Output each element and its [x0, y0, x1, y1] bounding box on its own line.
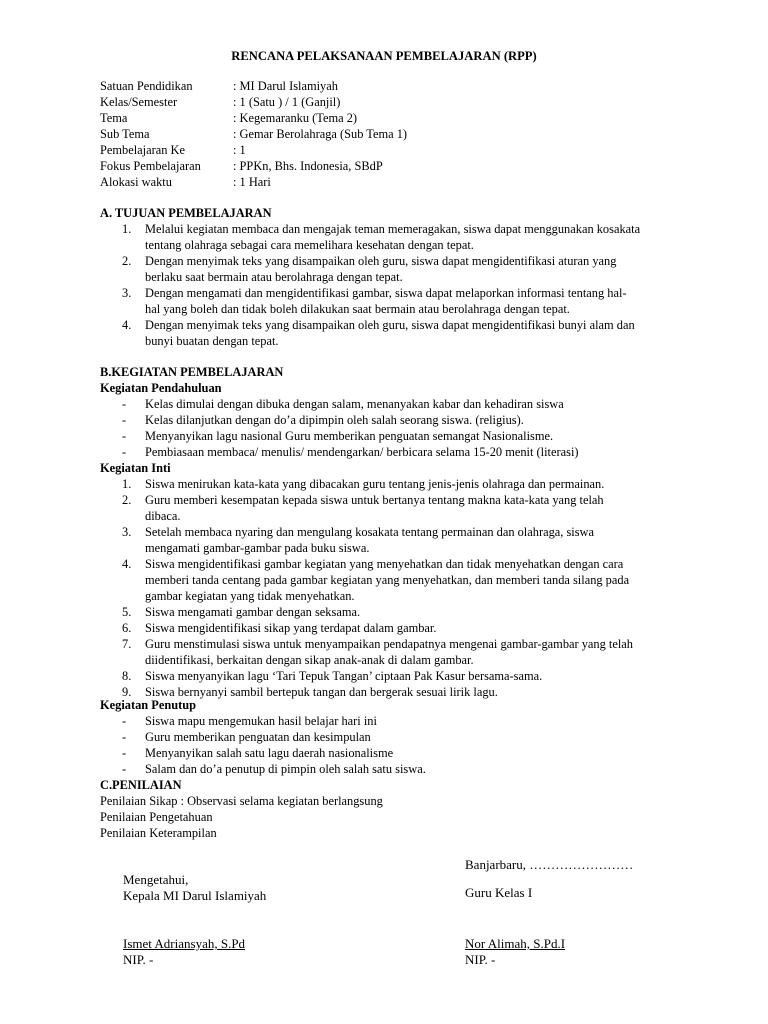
inti-list — [100, 476, 700, 700]
list-item — [100, 285, 700, 317]
list-item — [100, 317, 700, 349]
identity-key: Fokus Pembelajaran — [100, 159, 201, 173]
inti-heading: Kegiatan Inti — [100, 461, 171, 475]
list-item — [100, 761, 700, 777]
mengetahui-label: Mengetahui, — [123, 872, 189, 887]
list-item — [100, 668, 700, 684]
item-text — [145, 317, 700, 349]
item-number: 4. — [122, 318, 132, 332]
identity-row — [100, 126, 407, 142]
pendahuluan-heading: Kegiatan Pendahuluan — [100, 381, 222, 395]
item-number: 5. — [122, 605, 132, 619]
bullet-dash: - — [122, 413, 127, 427]
list-item — [100, 253, 700, 285]
bullet-dash: - — [122, 397, 127, 411]
identity-value: : MI Darul Islamiyah — [233, 79, 338, 93]
item-line: Setelah membaca nyaring dan mengulang kosakata tentang permainan dan olahraga, siswa — [145, 525, 594, 539]
identity-key: Alokasi waktu — [100, 175, 172, 189]
document-title: RENCANA PELAKSANAAN PEMBELAJARAN (RPP) — [231, 49, 537, 63]
penilaian-lines — [100, 793, 383, 841]
item-text: Salam dan do’a penutup di pimpin oleh salah satu siswa. — [145, 762, 426, 776]
list-item — [100, 221, 700, 253]
item-text — [145, 253, 700, 285]
item-number: 3. — [122, 525, 132, 539]
tujuan-list — [100, 221, 700, 349]
section-a-heading: A. TUJUAN PEMBELAJARAN — [100, 206, 272, 220]
item-number: 6. — [122, 621, 132, 635]
item-line: Siswa menirukan kata-kata yang dibacakan guru tentang jenis-jenis olahraga dan permainan. — [145, 477, 605, 491]
penilaian-line: Penilaian Pengetahuan — [100, 810, 213, 824]
identity-row — [100, 78, 407, 94]
list-item — [100, 729, 700, 745]
item-line: Dengan mengamati dan mengidentifikasi gambar, siswa dapat melaporkan informasi tentang hal- — [145, 286, 627, 300]
identity-key: Kelas/Semester — [100, 95, 178, 109]
penutup-list — [100, 713, 700, 777]
item-text: Menyanyikan lagu nasional Guru memberikan penguatan semangat Nasionalisme. — [145, 429, 554, 443]
bullet-dash: - — [122, 746, 127, 760]
item-line: berlaku saat bermain atau berolahraga dengan tepat. — [145, 270, 403, 284]
item-line: Siswa mengidentifikasi gambar kegiatan yang menyehatkan dan tidak menyehatkan dengan cara — [145, 557, 624, 571]
section-b-heading: B.KEGIATAN PEMBELAJARAN — [100, 365, 284, 379]
identity-value: : Gemar Berolahraga (Sub Tema 1) — [233, 127, 408, 141]
item-text: Pembiasaan membaca/ menulis/ mendengarkan/ berbicara selama 15-20 menit (literasi) — [145, 445, 579, 459]
item-line: bunyi buatan dengan tepat. — [145, 334, 279, 348]
identity-value: : Kegemaranku (Tema 2) — [233, 111, 358, 125]
signature-left — [123, 872, 266, 968]
item-line: Dengan menyimak teks yang disampaikan oleh guru, siswa dapat mengidentifikasi bunyi alam dan — [145, 318, 635, 332]
item-line: Siswa mengidentifikasi sikap yang terdapat dalam gambar. — [145, 621, 437, 635]
item-text — [145, 556, 700, 604]
list-item — [100, 713, 700, 729]
item-line: mengamati gambar-gambar pada buku siswa. — [145, 541, 370, 555]
item-line: Melalui kegiatan membaca dan mengajak teman memeragakan, siswa dapat menggunakan kosakata — [145, 222, 641, 236]
bullet-dash: - — [122, 714, 127, 728]
bullet-dash: - — [122, 445, 127, 459]
headmaster-name: Ismet Adriansyah, S.Pd — [123, 936, 246, 951]
item-line: Dengan menyimak teks yang disampaikan oleh guru, siswa dapat mengidentifikasi aturan yang — [145, 254, 617, 268]
item-text — [145, 285, 700, 317]
teacher-role: Guru Kelas I — [465, 885, 533, 900]
item-line: dibaca. — [145, 509, 181, 523]
item-line: hal yang boleh dan tidak boleh dilakukan saat bermain atau berolahraga dengan tepat. — [145, 302, 570, 316]
list-item — [100, 396, 700, 412]
item-line: gambar kegiatan yang tidak menyehatkan. — [145, 589, 355, 603]
list-item — [100, 524, 700, 556]
item-number: 1. — [122, 222, 132, 236]
item-text — [145, 620, 700, 636]
identity-row — [100, 94, 407, 110]
item-number: 2. — [122, 493, 132, 507]
list-item — [100, 476, 700, 492]
item-text: Kelas dilanjutkan dengan do’a dipimpin oleh salah seorang siswa. (religius). — [145, 413, 524, 427]
identity-row — [100, 110, 407, 126]
item-line: Guru memberi kesempatan kepada siswa untuk bertanya tentang makna kata-kata yang telah — [145, 493, 604, 507]
list-item — [100, 444, 700, 460]
teacher-nip: NIP. - — [465, 952, 496, 967]
identity-row — [100, 142, 407, 158]
item-line: memberi tanda centang pada gambar kegiatan yang menyehatkan, dan memberi tanda silang pada — [145, 573, 630, 587]
item-text — [145, 636, 700, 668]
item-number: 1. — [122, 477, 132, 491]
signature-space — [465, 901, 633, 936]
penilaian-line: Penilaian Sikap : Observasi selama kegiatan berlangsung — [100, 794, 383, 808]
bullet-dash: - — [122, 429, 127, 443]
item-line: Siswa menyanyikan lagu ‘Tari Tepuk Tangan’ ciptaan Pak Kasur bersama-sama. — [145, 669, 543, 683]
identity-value: : 1 (Satu ) / 1 (Ganjil) — [233, 95, 341, 109]
item-line: diidentifikasi, berkaitan dengan sikap anak-anak di dalam gambar. — [145, 653, 474, 667]
section-c-heading: C.PENILAIAN — [100, 778, 182, 792]
headmaster-nip: NIP. - — [123, 952, 154, 967]
item-text — [145, 492, 700, 524]
bullet-dash: - — [122, 762, 127, 776]
list-item — [100, 745, 700, 761]
item-text: Menyanyikan salah satu lagu daerah nasionalisme — [145, 746, 394, 760]
identity-key: Sub Tema — [100, 127, 150, 141]
penutup-heading: Kegiatan Penutup — [100, 698, 197, 712]
item-number: 9. — [122, 685, 132, 699]
item-line: Guru menstimulasi siswa untuk menyampaikan pendapatnya mengenai gambar-gambar yang telah — [145, 637, 634, 651]
item-text — [145, 476, 700, 492]
list-item — [100, 604, 700, 620]
signature-right — [465, 857, 633, 968]
pendahuluan-list — [100, 396, 700, 460]
item-text: Guru memberikan penguatan dan kesimpulan — [145, 730, 371, 744]
list-item — [100, 412, 700, 428]
list-item — [100, 636, 700, 668]
identity-row — [100, 174, 407, 190]
item-line: Siswa bernyanyi sambil bertepuk tangan dan bergerak sesuai lirik lagu. — [145, 685, 498, 699]
identity-table — [100, 78, 407, 190]
item-number: 2. — [122, 254, 132, 268]
identity-key: Tema — [100, 111, 128, 125]
item-line: Siswa mengamati gambar dengan seksama. — [145, 605, 361, 619]
item-text — [145, 221, 700, 253]
identity-key: Satuan Pendidikan — [100, 79, 193, 93]
item-line: tentang olahraga sebagai cara memelihara kesehatan dengan tepat. — [145, 238, 474, 252]
item-text — [145, 684, 700, 700]
signature-space — [123, 904, 266, 936]
teacher-name: Nor Alimah, S.Pd.I — [465, 936, 566, 951]
identity-value: : 1 Hari — [233, 175, 271, 189]
identity-key: Pembelajaran Ke — [100, 143, 185, 157]
item-number: 3. — [122, 286, 132, 300]
place-date: Banjarbaru, …………………… — [465, 857, 634, 872]
item-number: 7. — [122, 637, 132, 651]
item-number: 8. — [122, 669, 132, 683]
item-text — [145, 524, 700, 556]
penilaian-line: Penilaian Keterampilan — [100, 826, 217, 840]
list-item — [100, 492, 700, 524]
identity-value: : 1 — [233, 143, 246, 157]
item-text: Kelas dimulai dengan dibuka dengan salam, menanyakan kabar dan kehadiran siswa — [145, 397, 564, 411]
identity-row — [100, 158, 407, 174]
list-item — [100, 428, 700, 444]
list-item — [100, 556, 700, 604]
signature-gap — [465, 873, 633, 885]
identity-value: : PPKn, Bhs. Indonesia, SBdP — [233, 159, 383, 173]
item-number: 4. — [122, 557, 132, 571]
item-text: Siswa mapu mengemukan hasil belajar hari ini — [145, 714, 377, 728]
item-text — [145, 668, 700, 684]
bullet-dash: - — [122, 730, 127, 744]
item-text — [145, 604, 700, 620]
list-item — [100, 620, 700, 636]
headmaster-role: Kepala MI Darul Islamiyah — [123, 888, 267, 903]
